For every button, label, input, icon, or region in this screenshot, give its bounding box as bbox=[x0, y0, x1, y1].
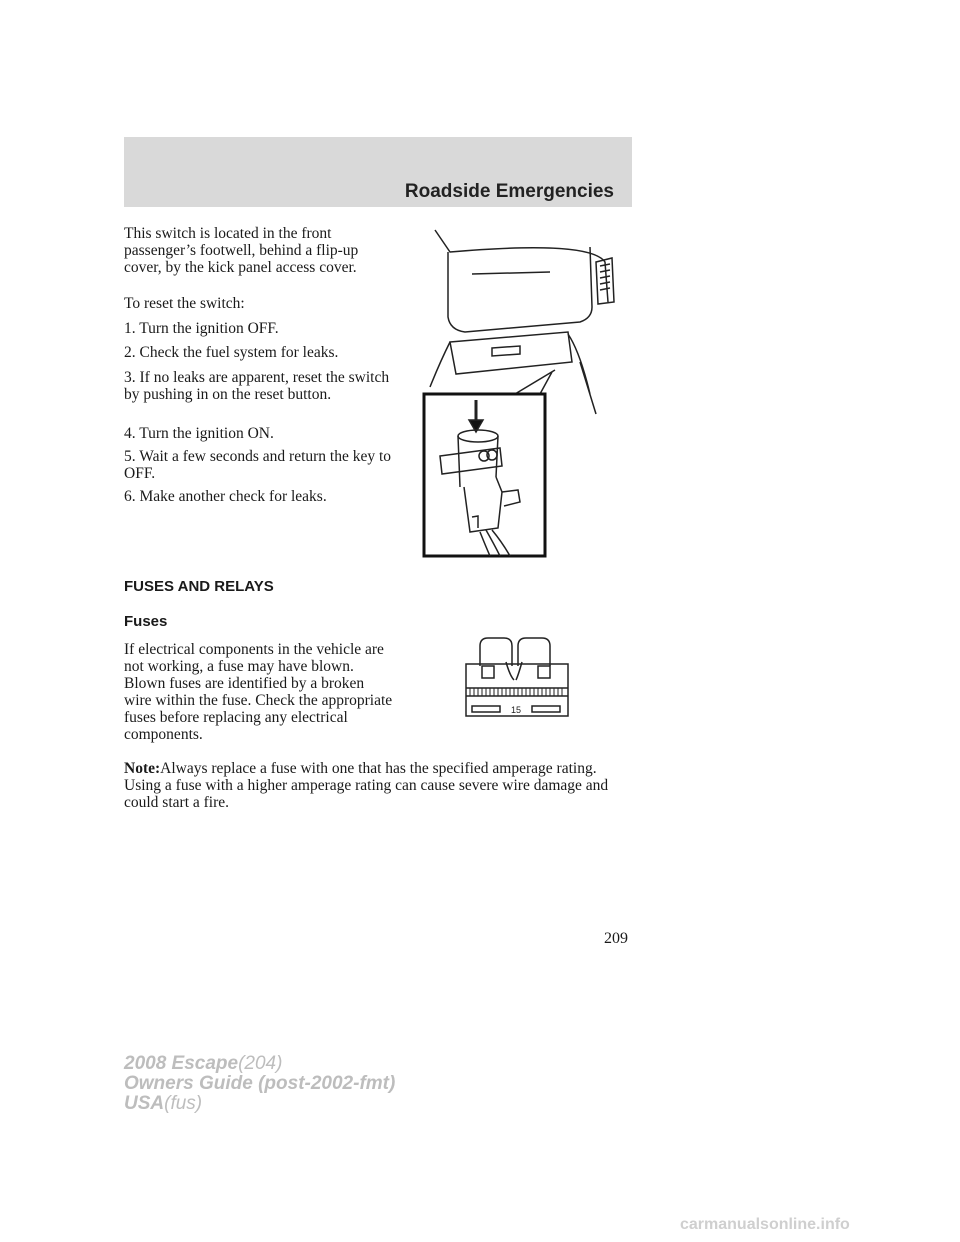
fuse-rating-label: 15 bbox=[510, 705, 522, 715]
fuses-paragraph: If electrical components in the vehicle are not working, a fuse may have blown. Blown fuses are identified by a broken wire within the fuse. Check the appropriate fuses before replacing any electrical components. bbox=[124, 641, 393, 743]
reset-lead: To reset the switch: bbox=[124, 295, 245, 312]
fuses-relays-heading: FUSES AND RELAYS bbox=[124, 578, 274, 595]
note-label: Note: bbox=[124, 760, 161, 777]
section-title: Roadside Emergencies bbox=[404, 181, 614, 202]
step-1: 1. Turn the ignition OFF. bbox=[124, 320, 279, 337]
step-5: 5. Wait a few seconds and return the key to OFF. bbox=[124, 448, 392, 482]
fuse-illustration bbox=[462, 636, 572, 720]
page-number: 209 bbox=[604, 930, 628, 947]
footer-guide: Owners Guide (post-2002-fmt) bbox=[124, 1073, 396, 1094]
step-4: 4. Turn the ignition ON. bbox=[124, 425, 274, 442]
footer-market: USA bbox=[124, 1093, 165, 1114]
fuses-subheading: Fuses bbox=[124, 613, 168, 630]
footer-market-code: (fus) bbox=[164, 1093, 203, 1114]
footer-model-code: (204) bbox=[238, 1053, 283, 1074]
step-2: 2. Check the fuel system for leaks. bbox=[124, 344, 339, 361]
note-paragraph bbox=[124, 760, 634, 811]
switch-intro: This switch is located in the front passenger’s footwell, behind a flip-up cover, by the kick panel access cover. bbox=[124, 225, 359, 276]
step-6: 6. Make another check for leaks. bbox=[124, 488, 327, 505]
note-text: Always replace a fuse with one that has the specified amperage rating. Using a fuse with a higher amperage rating can cause severe wire damage and could start a fire. bbox=[124, 760, 609, 811]
footer bbox=[124, 1054, 395, 1114]
watermark: carmanualsonline.info bbox=[680, 1216, 850, 1233]
inertia-switch-illustration bbox=[420, 222, 620, 562]
step-3: 3. If no leaks are apparent, reset the switch by pushing in on the reset button. bbox=[124, 369, 390, 403]
footer-model: 2008 Escape bbox=[124, 1053, 239, 1074]
header-band bbox=[124, 137, 632, 207]
